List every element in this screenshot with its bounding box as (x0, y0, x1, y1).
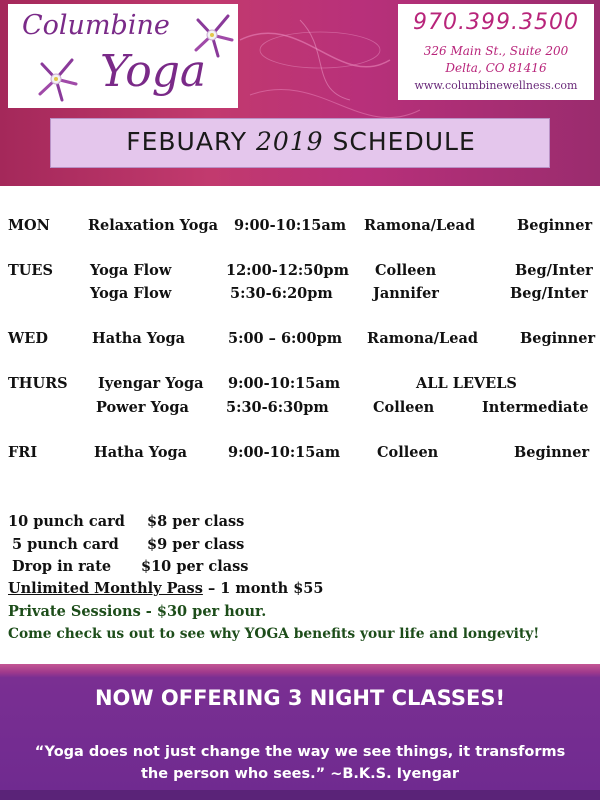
schedule-instructor: Colleen (375, 262, 437, 279)
schedule-level: Beginner (520, 330, 596, 347)
schedule-level: Beg/Inter (515, 262, 593, 279)
schedule-class: Yoga Flow (90, 262, 172, 279)
schedule-day: THURS (8, 375, 68, 392)
schedule-time: 9:00-10:15am (234, 217, 347, 234)
schedule-instructor: Colleen (373, 399, 435, 416)
schedule-level: Beg/Inter (510, 285, 588, 302)
unlimited-pass-price: – 1 month $55 (202, 580, 324, 597)
schedule-class: Power Yoga (96, 399, 189, 416)
schedule-day: TUES (8, 262, 53, 279)
schedule-class: Relaxation Yoga (88, 217, 218, 234)
schedule-level: Beginner (517, 217, 593, 234)
columbine-flower-icon (32, 54, 80, 104)
banner-headline: NOW OFFERING 3 NIGHT CLASSES! (94, 686, 506, 710)
header-banner (0, 0, 600, 186)
price-label: 5 punch card (12, 536, 119, 553)
price-label: 10 punch card (8, 513, 125, 530)
schedule-instructor: Ramona/Lead (364, 217, 475, 234)
address-line1: 326 Main St., Suite 200 (423, 44, 569, 58)
schedule-time: 5:30-6:20pm (230, 285, 333, 302)
columbine-flower-icon (188, 10, 236, 60)
price-value: $10 per class (141, 558, 249, 575)
schedule-class: Hatha Yoga (92, 330, 186, 347)
unlimited-pass (8, 580, 324, 597)
price-value: $9 per class (147, 536, 245, 553)
title-word: SCHEDULE (332, 127, 476, 156)
schedule-instructor: Colleen (377, 444, 439, 461)
private-sessions: Private Sessions - $30 per hour. (8, 603, 267, 620)
title-year: 2019 (255, 127, 324, 156)
address-line2: Delta, CO 81416 (445, 61, 547, 75)
schedule-class: Hatha Yoga (94, 444, 188, 461)
schedule-time: 5:30-6:30pm (226, 399, 329, 416)
schedule-instructor: Jannifer (373, 285, 439, 302)
website-link[interactable]: www.columbinewellness.com (414, 79, 578, 92)
bottom-strip (0, 790, 600, 800)
schedule-day: FRI (8, 444, 38, 461)
schedule-day: MON (8, 217, 50, 234)
schedule-instructor: Ramona/Lead (367, 330, 478, 347)
schedule-time: 12:00-12:50pm (226, 262, 349, 279)
unlimited-pass-label: Unlimited Monthly Pass (8, 580, 203, 597)
schedule-level: ALL LEVELS (416, 375, 517, 392)
schedule-class: Yoga Flow (90, 285, 172, 302)
contact-info (398, 4, 594, 100)
quote-line2: the person who sees.” ~B.K.S. Iyengar (141, 766, 459, 782)
price-label: Drop in rate (12, 558, 112, 575)
phone-number: 970.399.3500 (413, 10, 579, 35)
footer-banner (0, 664, 600, 800)
schedule-time: 5:00 – 6:00pm (228, 330, 343, 347)
schedule-level: Beginner (514, 444, 590, 461)
logo-line2: Yoga (100, 46, 207, 97)
schedule-day: WED (8, 330, 48, 347)
schedule-time: 9:00-10:15am (228, 444, 341, 461)
schedule-title-box (50, 118, 550, 168)
schedule-class: Iyengar Yoga (98, 375, 204, 392)
logo-line1: Columbine (22, 10, 170, 41)
schedule-time: 9:00-10:15am (228, 375, 341, 392)
title-month: FEBUARY (126, 127, 248, 156)
quote-line1: “Yoga does not just change the way we see things, it transforms (34, 744, 566, 760)
price-value: $8 per class (147, 513, 245, 530)
tagline: Come check us out to see why YOGA benefits your life and longevity! (8, 626, 540, 642)
schedule-title (51, 127, 551, 156)
logo (8, 4, 238, 108)
schedule-level: Intermediate (482, 399, 589, 416)
